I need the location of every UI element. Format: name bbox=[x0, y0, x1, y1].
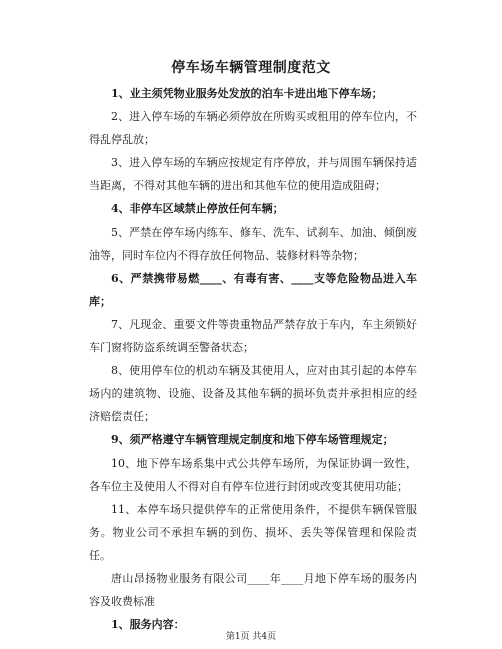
paragraph-5: 5、严禁在停车场内练车、修车、洗车、试刹车、加油、倾倒废油等，同时车位内不得存放任何物品、装修材料等杂物； bbox=[89, 225, 417, 262]
paragraph-4: 4、非停车区域禁止停放任何车辆； bbox=[111, 202, 284, 216]
paragraph-10: 10、地下停车场系集中式公共停车场所，为保证协调一致性，各车位主及使用人不得对自有停车位进行封闭或改变其使用功能； bbox=[89, 456, 417, 493]
paragraph-2: 2、进入停车场的车辆必须停放在所购买或租用的停车位内，不得乱停乱放； bbox=[89, 110, 417, 147]
paragraph-service-content: 1、服务内容： bbox=[111, 618, 185, 632]
document-body bbox=[89, 82, 417, 636]
document-title: 停车场车辆管理制度范文 bbox=[171, 60, 331, 76]
page-footer: 第1页 共4页 bbox=[225, 632, 277, 642]
paragraph-3: 3、进入停车场的车辆应按规定有序停放，并与周围车辆保持适当距离，不得对其他车辆的进出和其他车位的使用造成阻碍； bbox=[89, 156, 417, 193]
paragraph-company: 唐山昂扬物业服务有限公司____年____月地下停车场的服务内容及收费标准 bbox=[89, 571, 417, 609]
paragraph-1: 1、业主须凭物业服务处发放的泊车卡进出地下停车场； bbox=[111, 87, 383, 100]
paragraph-9: 9、须严格遵守车辆管理规定制度和地下停车场管理规定； bbox=[111, 433, 394, 447]
paragraph-6: 6、严禁携带易燃____、有毒有害、____支等危险物品进入车库； bbox=[89, 271, 417, 308]
paragraph-11: 11、本停车场只提供停车的正常使用条件，不提供车辆保管服务。物业公司不承担车辆的到伤、损坏、丢失等保管理和保险责任。 bbox=[89, 502, 417, 562]
paragraph-8: 8、使用停车位的机动车辆及其使用人，应对由其引起的本停车场内的建筑物、设施、设备及其他车辆的损坏负责并承担相应的经济赔偿责任； bbox=[89, 364, 417, 424]
paragraph-7: 7、凡现金、重要文件等贵重物品严禁存放于车内，车主须锁好车门窗将防盗系统调至警备状态； bbox=[89, 317, 417, 355]
